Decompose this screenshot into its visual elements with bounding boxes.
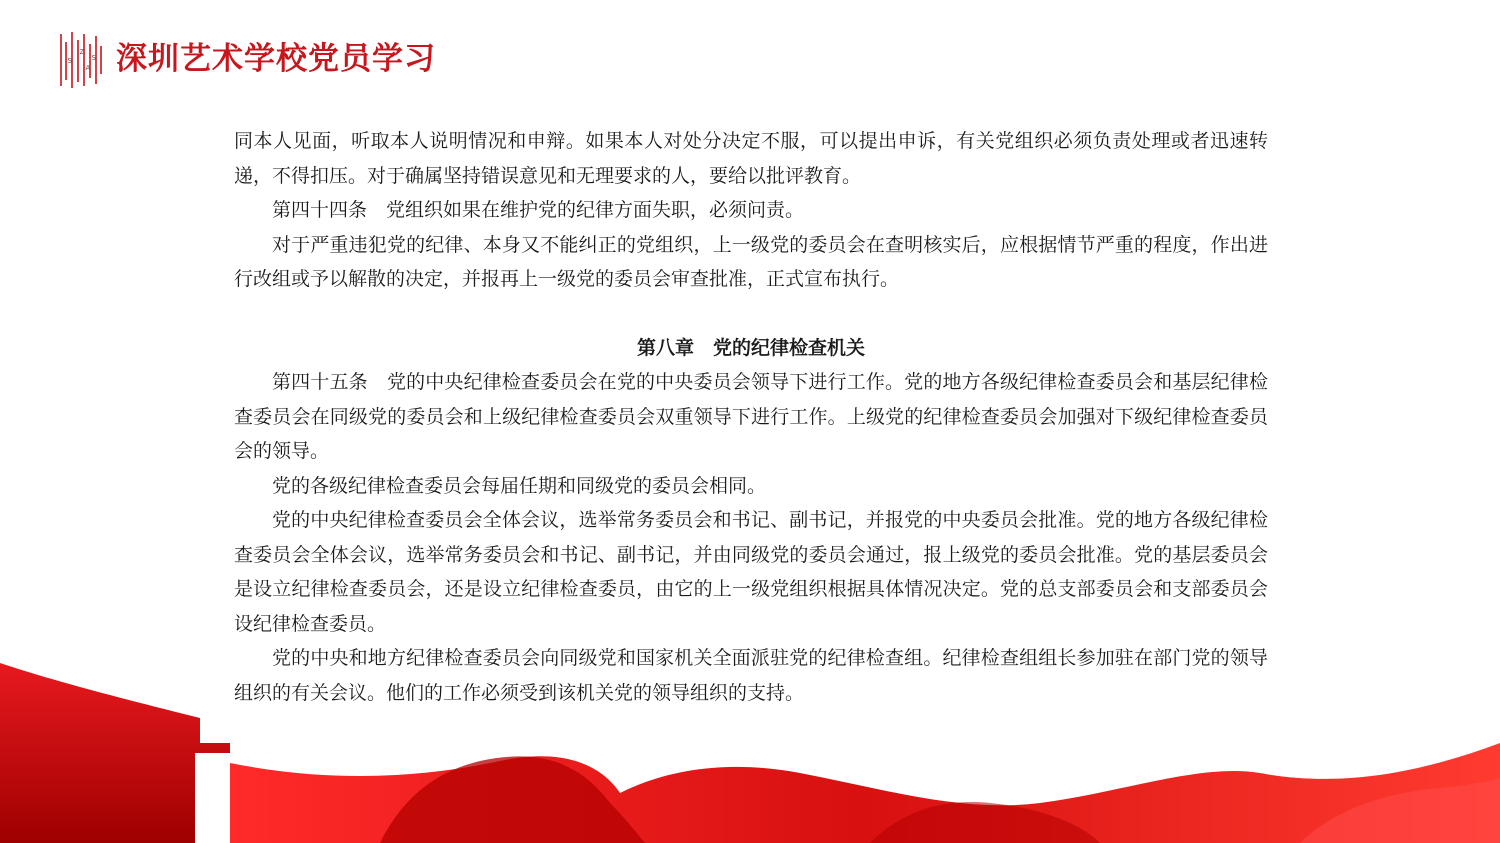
red-ribbon-decoration	[0, 663, 1500, 843]
document-body	[234, 124, 1268, 710]
svg-text:S: S	[67, 57, 72, 65]
paragraph: 同本人见面，听取本人说明情况和申辩。如果本人对处分决定不服，可以提出申诉，有关党组织必须负责处理或者迅速转递，不得扣压。对于确属坚持错误意见和无理要求的人，要给以批评教育。	[234, 130, 1268, 187]
paragraph: 对于严重违犯党的纪律、本身又不能纠正的党组织，上一级党的委员会在查明核实后，应根据情节严重的程度，作出进行改组或予以解散的决定，并报再上一级党的委员会审查批准，正式宣布执行。	[234, 233, 1268, 290]
paragraph: 第四十四条 党组织如果在维护党的纪律方面失职，必须问责。	[272, 199, 805, 221]
page-title: 深圳艺术学校党员学习	[116, 41, 436, 77]
chapter-heading: 第八章 党的纪律检查机关	[636, 336, 865, 359]
svg-text:A: A	[85, 64, 91, 72]
school-logo-icon	[58, 30, 104, 88]
svg-text:Z: Z	[79, 48, 85, 56]
header	[58, 30, 436, 88]
paragraph: 第四十五条 党的中央纪律检查委员会在党的中央委员会领导下进行工作。党的地方各级纪律检查委员会和基层纪律检查委员会在同级党的委员会和上级纪律检查委员会双重领导下进行工作。上级党的纪律检查委员会加强对下级纪律检查委员会的领导。	[234, 371, 1268, 462]
paragraph: 党的中央和地方纪律检查委员会向同级党和国家机关全面派驻党的纪律检查组。纪律检查组组长参加驻在部门党的领导组织的有关会议。他们的工作必须受到该机关党的领导组织的支持。	[234, 647, 1268, 704]
svg-text:S: S	[91, 54, 96, 62]
paragraph: 党的各级纪律检查委员会每届任期和同级党的委员会相同。	[272, 474, 767, 497]
paragraph: 党的中央纪律检查委员会全体会议，选举常务委员会和书记、副书记，并报党的中央委员会批准。党的地方各级纪律检查委员会全体会议，选举常务委员会和书记、副书记，并由同级党的委员会通过，报上级党的委员会批准。党的基层委员会是设立纪律检查委员会，还是设立纪律检查委员，由它的上一级党组织根据具体情况决定。党的总支部委员会和支部委员会设纪律检查委员。	[234, 509, 1268, 635]
